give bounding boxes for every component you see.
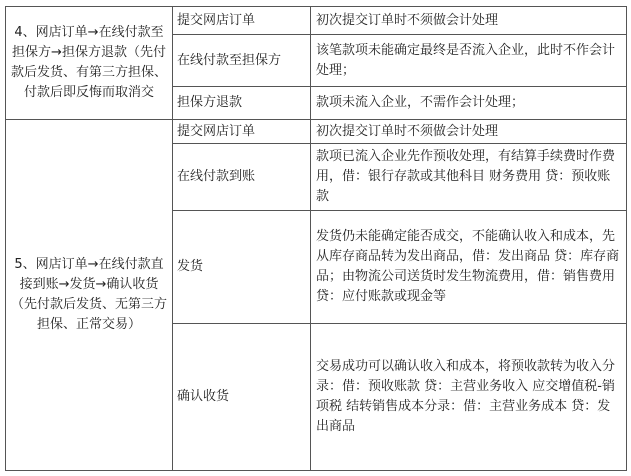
scenario-5-cell: 5、网店订单→在线付款直接到账→发货→确认收货（先付款后发货、无第三方担保、正常交易） [6,120,173,471]
step-cell: 在线付款到账 [173,144,311,211]
step-cell: 提交网店订单 [173,7,311,35]
treatment-cell: 初次提交订单时不须做会计处理 [311,120,627,144]
step-cell: 在线付款至担保方 [173,35,311,87]
treatment-cell: 交易成功可以确认收入和成本，将预收款转为收入分录：借：预收账款 贷：主营业务收入 应交增值税-销项税 结转销售成本分录：借：主营业务成本 贷：发出商品 [311,324,627,471]
step-cell: 确认收货 [173,324,311,471]
table-row [6,7,627,35]
treatment-cell: 发货仍未能确定能否成交，不能确认收入和成本，先从库存商品转为发出商品，借：发出商品 贷：库存商品；由物流公司送货时发生物流费用，借：销售费用 贷：应付账款或现金等 [311,211,627,324]
treatment-cell: 初次提交订单时不须做会计处理 [311,7,627,35]
step-cell: 担保方退款 [173,87,311,120]
step-cell: 发货 [173,211,311,324]
treatment-cell: 该笔款项未能确定最终是否流入企业，此时不作会计处理； [311,35,627,87]
table-row [6,120,627,144]
step-cell: 提交网店订单 [173,120,311,144]
scenario-4-cell: 4、网店订单→在线付款至担保方→担保方退款（先付款后发货、有第三方担保、付款后即反悔而取消交 [6,7,173,120]
accounting-table [5,6,627,471]
treatment-cell: 款项未流入企业，不需作会计处理； [311,87,627,120]
treatment-cell: 款项已流入企业先作预收处理，有结算手续费时作费用，借：银行存款或其他科目 财务费用 贷：预收账款 [311,144,627,211]
